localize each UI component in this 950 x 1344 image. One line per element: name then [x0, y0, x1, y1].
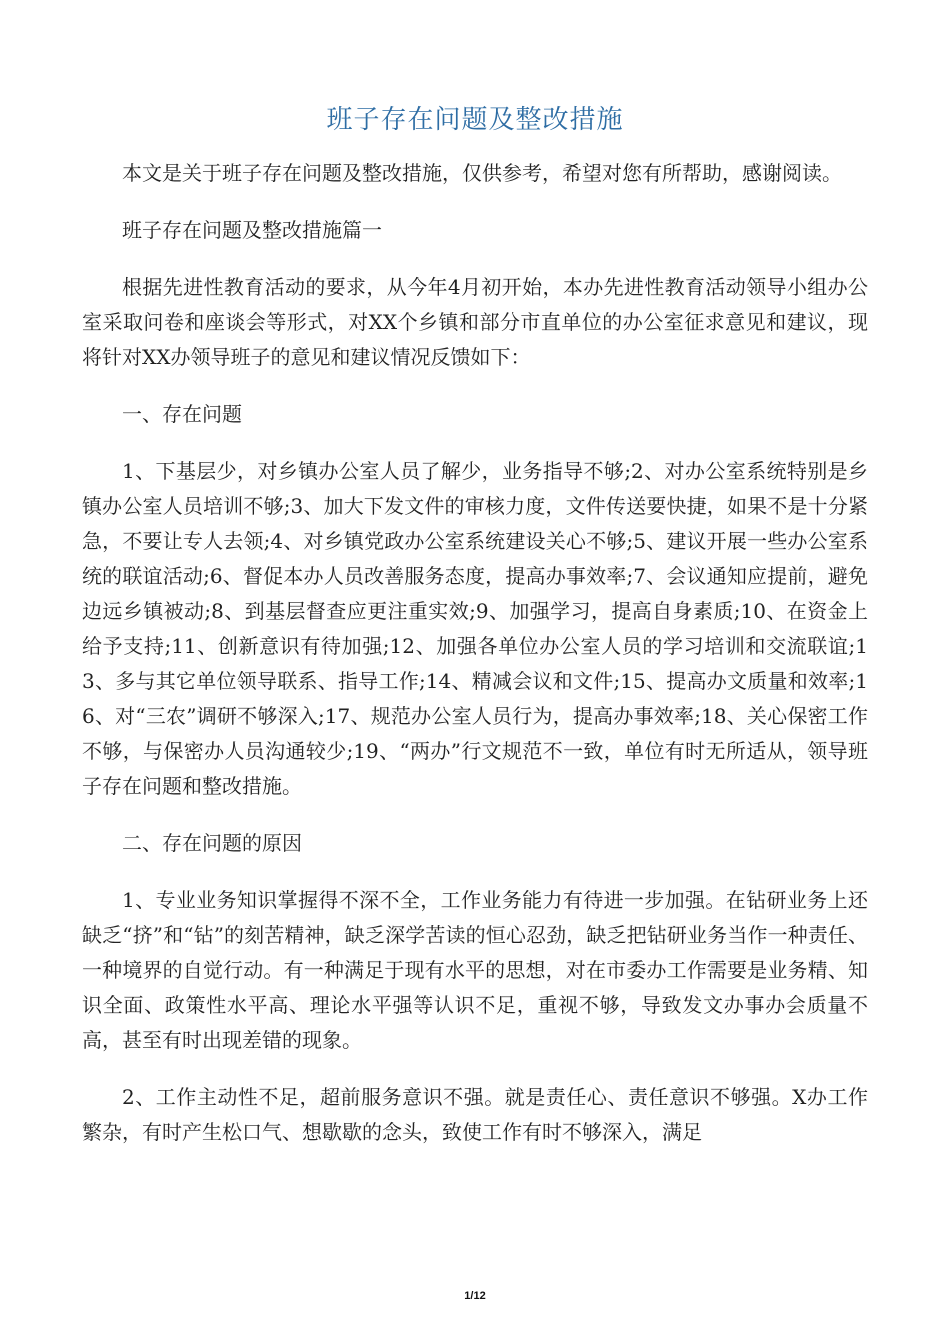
section-heading-problems: 一、存在问题 — [122, 402, 242, 426]
problems-list-paragraph: 1、下基层少，对乡镇办公室人员了解少，业务指导不够;2、对办公室系统特别是乡镇办公室人员培训不够;3、加大下发文件的审核力度，文件传送要快捷，如果不是十分紧急，不要让专人去领;4、对乡镇党政办公室系统建设关心不够;5、建议开展一些办公室系统的联谊活动;6、督促本办人员改善服务态度，提高办事效率;7、会议通知应提前，避免边远乡镇被动;8、到基层督查应更注重实效;9、加强学习，提高自身素质;10、在资金上给予支持;11、创新意识有待加强;12、加强各单位办公室人员的学习培训和交流联谊;13、多与其它单位领导联系、指导工作;14、精减会议和文件;15、提高办文质量和效率;16、对“三农”调研不够深入;17、规范办公室人员行为，提高办事效率;18、关心保密工作不够，与保密办人员沟通较少;19、“两办”行文规范不一致，单位有时无所适从，领导班子存在问题和整改措施。 — [82, 459, 868, 798]
cause-paragraph-2: 2、工作主动性不足，超前服务意识不强。就是责任心、责任意识不够强。X办工作繁杂，有时产生松口气、想歇歇的念头，致使工作有时不够深入，满足 — [82, 1085, 868, 1144]
section-heading-causes: 二、存在问题的原因 — [122, 831, 302, 855]
cause-paragraph-1: 1、专业业务知识掌握得不深不全，工作业务能力有待进一步加强。在钻研业务上还缺乏“挤”和“钻”的刻苦精神，缺乏深学苦读的恒心忍劲，缺乏把钻研业务当作一种责任、一种境界的自觉行动。有一种满足于现有水平的思想，对在市委办工作需要是业务精、知识全面、政策性水平高、理论水平强等认识不足，重视不够，导致发文办事办会质量不高，甚至有时出现差错的现象。 — [82, 888, 868, 1052]
document-title: 班子存在问题及整改措施 — [326, 105, 624, 135]
background-paragraph: 根据先进性教育活动的要求，从今年4月初开始，本办先进性教育活动领导小组办公室采取问卷和座谈会等形式，对XX个乡镇和部分市直单位的办公室征求意见和建议，现将针对XX办领导班子的意见和建议情况反馈如下： — [82, 275, 868, 369]
section-heading-part-one: 班子存在问题及整改措施篇一 — [122, 218, 382, 242]
page-number: 1/12 — [464, 1290, 486, 1302]
document-body — [82, 156, 868, 1172]
intro-paragraph: 本文是关于班子存在问题及整改措施，仅供参考，希望对您有所帮助，感谢阅读。 — [122, 161, 842, 185]
